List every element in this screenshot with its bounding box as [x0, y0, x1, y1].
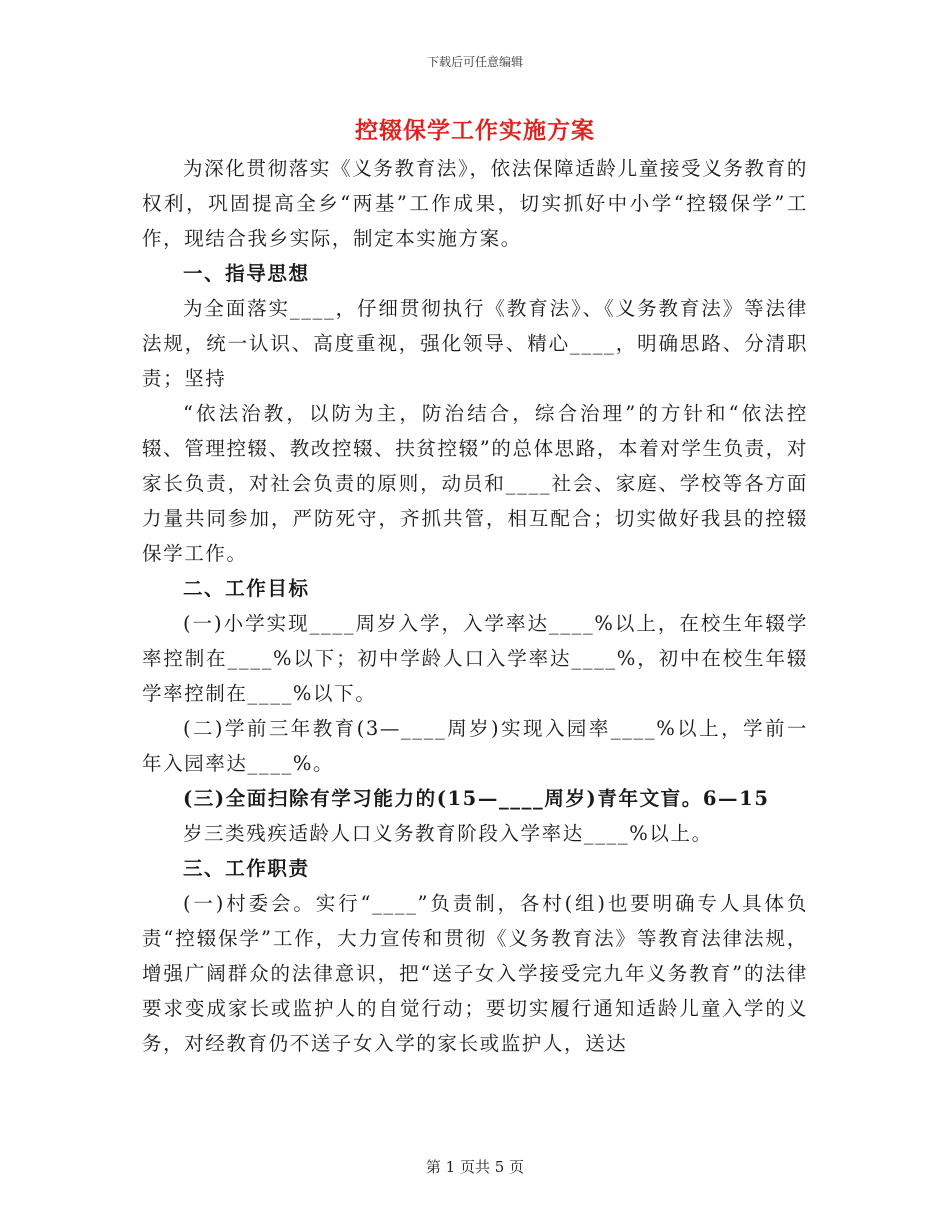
document-title: 控辍保学工作实施方案 [355, 117, 595, 144]
section-heading-work-duties: 三、工作职责 [182, 857, 310, 880]
work-goal-item-2: (二)学前三年教育(3—____周岁)实现入园率____%以上，学前一年入园率达____%。 [142, 717, 808, 775]
section-heading-guiding-ideology: 一、指导思想 [182, 262, 310, 285]
document-body [142, 151, 808, 1061]
guiding-ideology-paragraph-1: 为全面落实____，仔细贯彻执行《教育法》、《义务教育法》等法律法规，统一认识、高度重视，强化领导、精心____，明确思路、分清职责；坚持 [142, 297, 808, 390]
section-heading-work-goals: 二、工作目标 [182, 577, 310, 600]
work-duty-item-1: (一)村委会。实行“____”负责制，各村(组)也要明确专人具体负责“控辍保学”工作，大力宣传和贯彻《义务教育法》等教育法律法规，增强广阔群众的法律意识，把“送子女入学接受完九年义务教育”的法律要求变成家长或监护人的自觉行动；要切实履行通知适龄儿童入学的义务，对经教育仍不送子女入学的家长或监护人，送达 [142, 892, 808, 1055]
intro-paragraph: 为深化贯彻落实《义务教育法》，依法保障适龄儿童接受义务教育的权利，巩固提高全乡“两基”工作成果，切实抓好中小学“控辍保学”工作，现结合我乡实际，制定本实施方案。 [142, 157, 808, 250]
page-header-note: 下载后可任意编辑 [426, 55, 523, 69]
work-goal-item-1: (一)小学实现____周岁入学，入学率达____%以上，在校生年辍学率控制在____%以下；初中学龄人口入学率达____%，初中在校生年辍学率控制在____%以下。 [142, 612, 808, 705]
page-footer-number: 第 1 页共 5 页 [425, 1158, 525, 1176]
work-goal-item-3-continued: 岁三类残疾适龄人口义务教育阶段入学率达____%以上。 [182, 822, 713, 845]
guiding-ideology-paragraph-2: “依法治教，以防为主，防治结合，综合治理”的方针和“依法控辍、管理控辍、教改控辍、扶贫控辍”的总体思路，本着对学生负责，对家长负责，对社会负责的原则，动员和____社会、家庭、学校等各方面力量共同参加，严防死守，齐抓共管，相互配合；切实做好我县的控辍保学工作。 [142, 402, 808, 565]
work-goal-item-3: (三)全面扫除有学习能力的(15—____周岁)青年文盲。6—15 [182, 787, 770, 810]
